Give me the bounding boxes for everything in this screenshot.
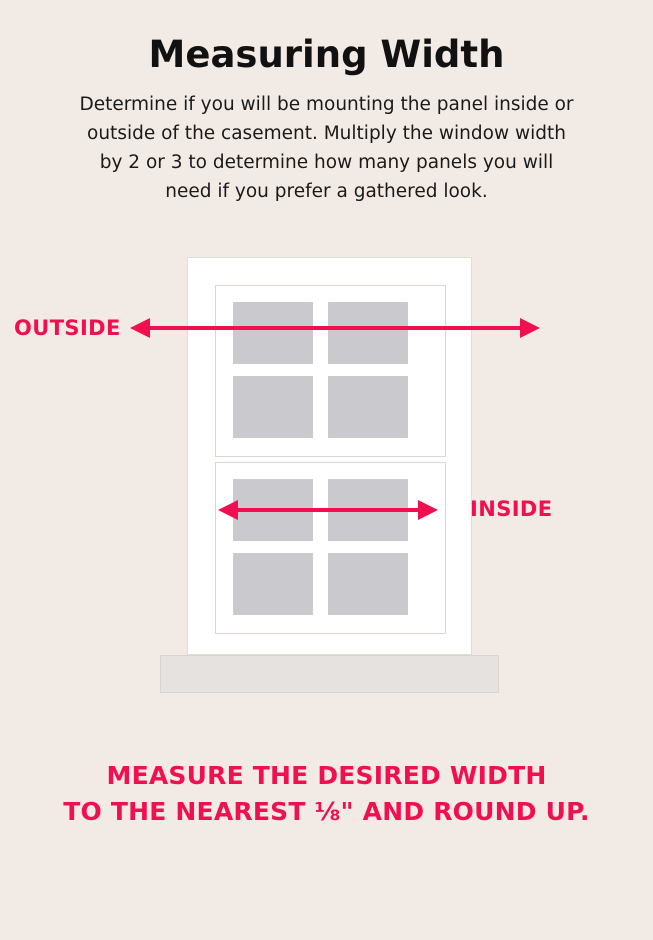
window-sill [160,655,499,693]
window-sash-top [215,285,446,457]
inside-label: INSIDE [470,497,553,521]
outside-label: OUTSIDE [14,316,121,340]
footer-line-1: MEASURE THE DESIRED WIDTH [106,761,547,790]
page-description: Determine if you will be mounting the panel inside or outside of the casement. Multiply the window width by 2 or 3 to determine how many panels you will need if you prefer a gathered look. [79,94,574,202]
inside-measurement-arrow-icon [218,494,438,526]
window-pane [328,376,408,438]
page-title: Measuring Width [148,33,505,76]
footer-line-2: TO THE NEAREST ⅛" AND ROUND UP. [63,797,590,826]
outside-measurement-arrow-icon [130,312,540,344]
footer-callout [0,758,653,830]
window-pane [233,553,313,615]
window-pane [328,553,408,615]
window-sash-bottom [215,462,446,634]
window-pane [233,376,313,438]
